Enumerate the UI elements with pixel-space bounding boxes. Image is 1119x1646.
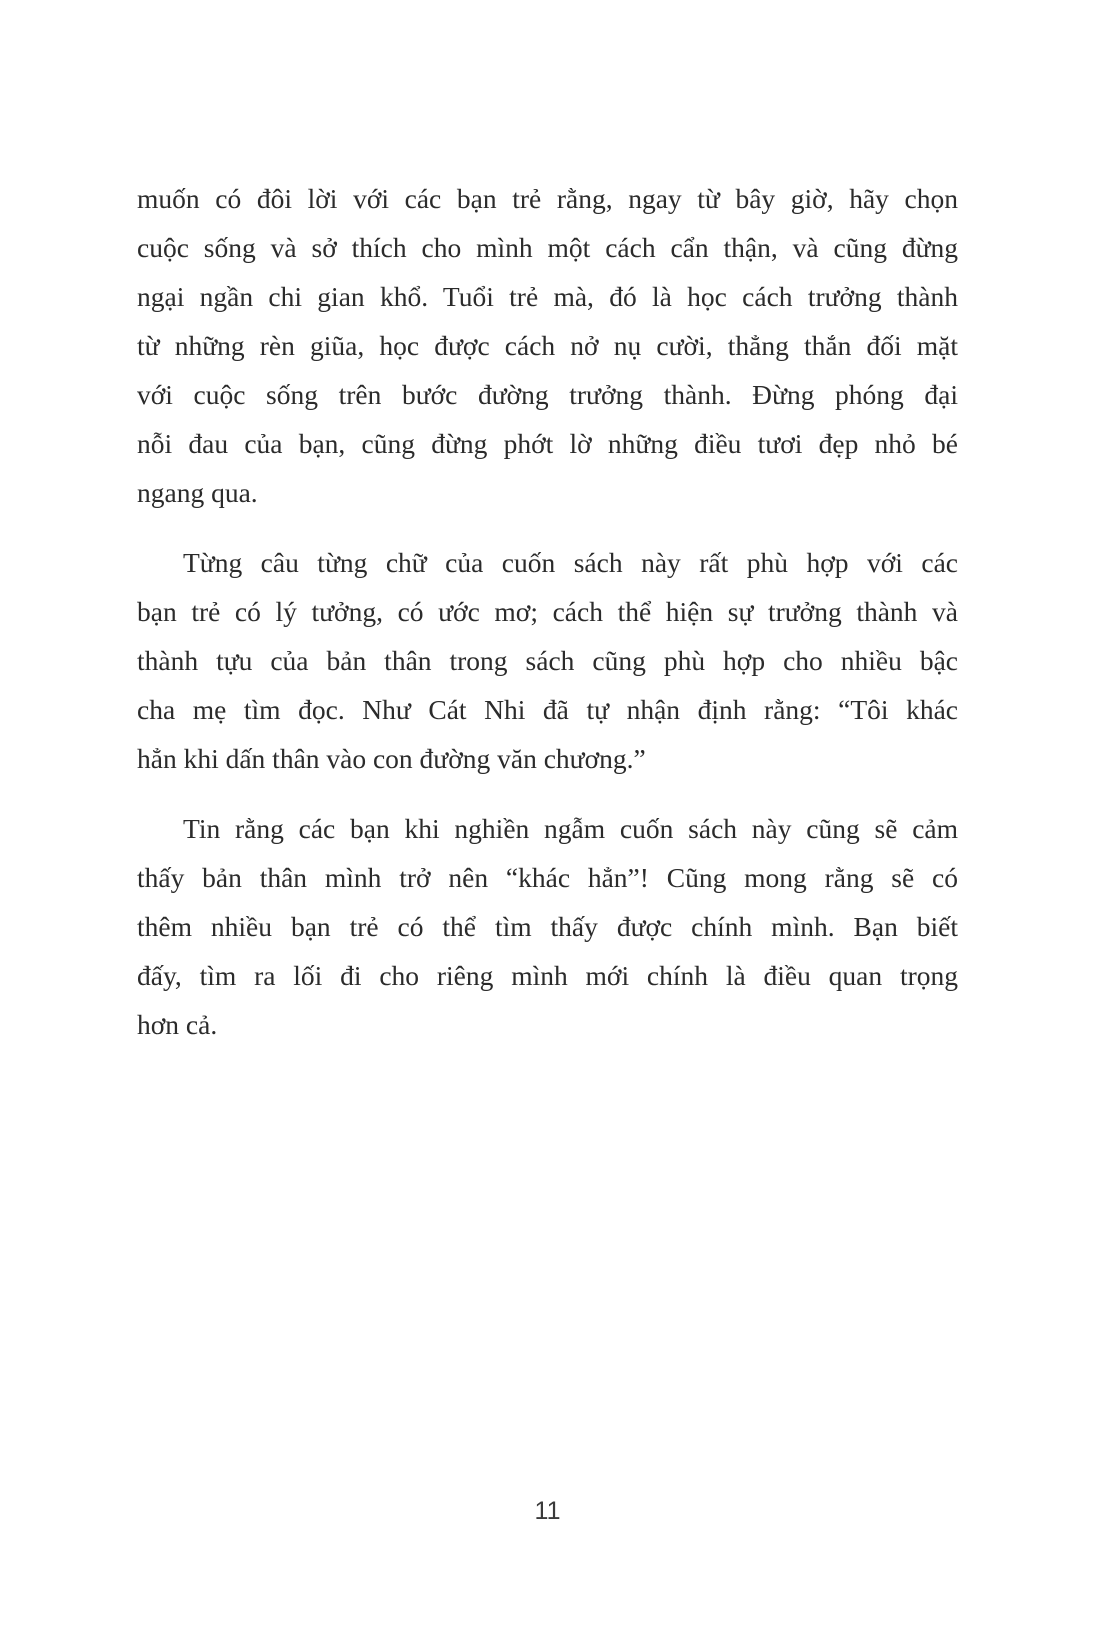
text-line: Từng câu từng chữ của cuốn sách này rất phù hợp với các — [183, 547, 958, 578]
text-line: với cuộc sống trên bước đường trưởng thành. Đừng phóng đại — [137, 379, 958, 410]
page-number: 11 — [534, 1497, 561, 1525]
text-line: bạn trẻ có lý tưởng, có ước mơ; cách thể hiện sự trưởng thành và — [137, 596, 958, 627]
text-line: nỗi đau của bạn, cũng đừng phớt lờ những điều tươi đẹp nhỏ bé — [137, 428, 958, 459]
paragraph-2 — [137, 538, 958, 783]
text-line: hẳn khi dấn thân vào con đường văn chương.” — [137, 743, 646, 774]
text-line: Tin rằng các bạn khi nghiền ngẫm cuốn sách này cũng sẽ cảm — [183, 813, 958, 844]
text-line: đấy, tìm ra lối đi cho riêng mình mới chính là điều quan trọng — [137, 960, 958, 991]
text-line: cuộc sống và sở thích cho mình một cách cẩn thận, và cũng đừng — [137, 232, 958, 263]
text-line: từ những rèn giũa, học được cách nở nụ cười, thẳng thắn đối mặt — [137, 330, 958, 361]
text-line: ngang qua. — [137, 477, 258, 508]
text-line: muốn có đôi lời với các bạn trẻ rằng, ngay từ bây giờ, hãy chọn — [137, 183, 958, 214]
text-line: thấy bản thân mình trở nên “khác hẳn”! Cũng mong rằng sẽ có — [137, 862, 958, 893]
text-line: hơn cả. — [137, 1009, 218, 1040]
paragraph-3 — [137, 804, 958, 1049]
text-line: cha mẹ tìm đọc. Như Cát Nhi đã tự nhận định rằng: “Tôi khác — [137, 694, 958, 725]
text-line: thêm nhiều bạn trẻ có thể tìm thấy được chính mình. Bạn biết — [137, 911, 958, 942]
text-line: ngại ngần chi gian khổ. Tuổi trẻ mà, đó là học cách trưởng thành — [137, 281, 958, 312]
text-block — [137, 174, 958, 1049]
text-line: thành tựu của bản thân trong sách cũng phù hợp cho nhiều bậc — [137, 645, 958, 676]
paragraph-1 — [137, 174, 958, 517]
